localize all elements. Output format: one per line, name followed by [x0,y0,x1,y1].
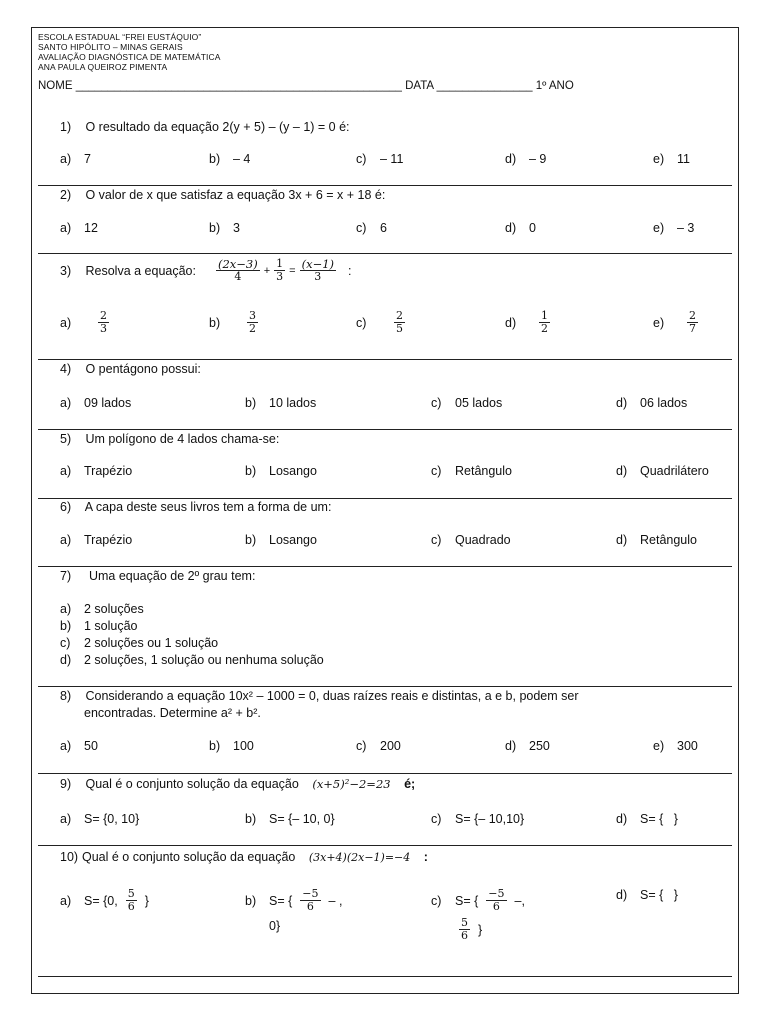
divider [38,253,732,254]
divider [38,976,732,977]
q1-option-b: b) – 4 [209,152,251,166]
question-5: 5) Um polígono de 4 lados chama-se: [60,432,280,446]
exam-sheet [31,27,739,994]
question-8: 8) Considerando a equação 10x² – 1000 = 0, duas raízes reais e distintas, a e b, podem ser encontradas. Determine a² + b². [60,689,579,720]
q8-option-b: b) 100 [209,739,254,753]
q7-option-b: b) 1 solução [60,619,138,633]
q4-option-a: a) 09 lados [60,396,132,410]
q5-option-c: c) Retângulo [431,464,512,478]
divider [38,845,732,846]
q9-option-c: c) S= {– 10,10} [431,812,525,826]
q10-option-b: b) S= { $\frac{-5}{6}$ – , 0} [245,887,343,933]
q7-option-a: a) 2 soluções [60,602,144,616]
q1-option-e: e) 11 [653,152,690,166]
q7-option-d: d) 2 soluções, 1 solução ou nenhuma solução [60,653,324,667]
q1-option-d: d) – 9 [505,152,547,166]
q1-option-c: c) – 11 [356,152,404,166]
q3-option-d: d) $\frac{1}{2}$ [505,309,548,335]
name-date-line: NOME ___________________________________________________ DATA _______________ 1º ANO [38,80,574,92]
divider [38,773,732,774]
q2-option-c: c) 6 [356,221,387,235]
q6-option-b: b) Losango [245,533,317,547]
teacher-name: ANA PAULA QUEIROZ PIMENTA [38,62,168,72]
q10-equation: (3x+4)(2x−1)=−4 [308,851,411,864]
school-name: ESCOLA ESTADUAL “FREI EUSTÁQUIO” [38,32,202,42]
q3-option-b: b) $\frac{3}{2}$ [209,309,256,335]
q3-option-e: e) $\frac{2}{7}$ [653,309,696,335]
city: SANTO HIPÓLITO – MINAS GERAIS [38,42,183,52]
q5-option-d: d) Quadrilátero [616,464,709,478]
question-10: 10) Qual é o conjunto solução da equação (3x+4)(2x−1)=−4 : [60,850,428,864]
exam-title: AVALIAÇÃO DIAGNÓSTICA DE MATEMÁTICA [38,52,221,62]
question-4: 4) O pentágono possui: [60,362,201,376]
q8-option-d: d) 250 [505,739,550,753]
divider [38,429,732,430]
q9-option-d: d) S= { } [616,812,678,826]
divider [38,686,732,687]
q8-option-c: c) 200 [356,739,401,753]
question-3: 3) Resolva a equação: $\frac{(2x-3)}{4}$ + $\frac{1}{3}$ = $\frac{(x-1)}{3}$ : [60,257,352,283]
q1-option-a: a) 7 [60,152,91,166]
question-7: 7) Uma equação de 2º grau tem: [60,569,256,583]
divider [38,566,732,567]
divider [38,359,732,360]
q10-option-d: d) S= { } [616,888,678,902]
q10-option-c: c) S= { $\frac{-5}{6}$ –, $\frac{5}{6}$ } [431,887,525,942]
q2-option-a: a) 12 [60,221,98,235]
q6-option-d: d) Retângulo [616,533,697,547]
q4-option-d: d) 06 lados [616,396,688,410]
divider [38,498,732,499]
q6-option-a: a) Trapézio [60,533,133,547]
question-2: 2) O valor de x que satisfaz a equação 3x + 6 = x + 18 é: [60,188,386,202]
q5-option-a: a) Trapézio [60,464,133,478]
q8-option-a: a) 50 [60,739,98,753]
q9-option-a: a) S= {0, 10} [60,812,140,826]
q7-options [60,601,324,669]
q9-equation: (x+5)²−2=23 [312,777,391,791]
q9-option-b: b) S= {– 10, 0} [245,812,335,826]
divider [38,185,732,186]
q3-option-a: a) $\frac{2}{3}$ [60,309,107,335]
question-9: 9) Qual é o conjunto solução da equação (x+5)²−2=23 é; [60,777,416,791]
q3-option-c: c) $\frac{2}{5}$ [356,309,403,335]
q3-equation: $\frac{(2x-3)}{4}$ + $\frac{1}{3}$ = $\frac{(x-1)}{3}$ : [217,257,352,283]
q7-option-c: c) 2 soluções ou 1 solução [60,636,219,650]
q2-option-b: b) 3 [209,221,240,235]
q6-option-c: c) Quadrado [431,533,511,547]
header [38,32,221,72]
question-6: 6) A capa deste seus livros tem a forma de um: [60,500,332,514]
q2-option-d: d) 0 [505,221,536,235]
q2-option-e: e) – 3 [653,221,695,235]
q4-option-b: b) 10 lados [245,396,317,410]
q5-option-b: b) Losango [245,464,317,478]
question-1: 1) O resultado da equação 2(y + 5) – (y – 1) = 0 é: [60,120,350,134]
q10-option-a: a) S= {0, $\frac{5}{6}$ } [60,887,149,913]
q4-option-c: c) 05 lados [431,396,503,410]
q8-option-e: e) 300 [653,739,698,753]
